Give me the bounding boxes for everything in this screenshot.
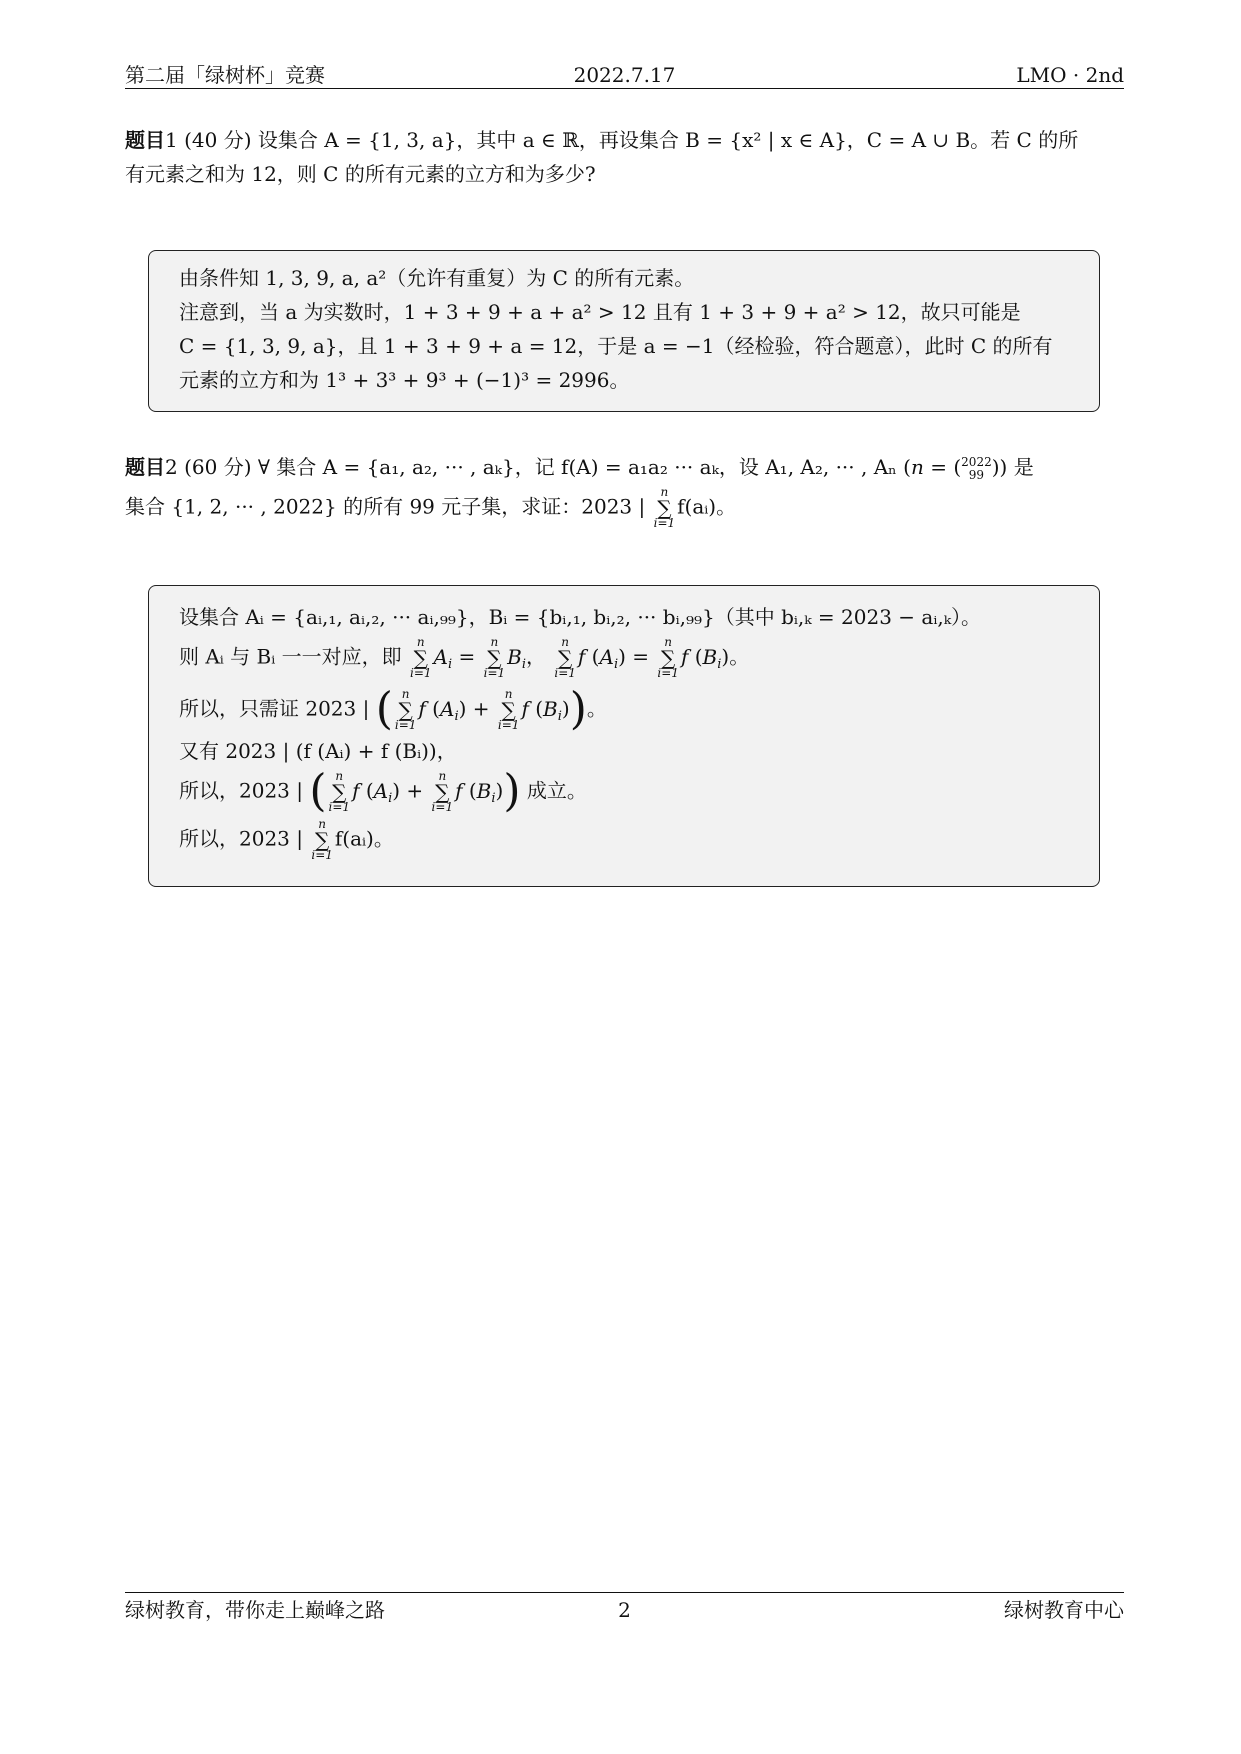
problem-1-text-1: 设集合 A = {1, 3, a}，其中 a ∈ ℝ，再设集合 B = {x² | x ∈ A}，C = A ∪ B。若 C 的所	[257, 128, 1079, 152]
sum-symbol: n ∑ i=1	[311, 817, 333, 862]
problem-2-line-1: 题目2 (60 分) ∀ 集合 A = {a₁, a₂, ··· , aₖ}，记 f(A) = a₁a₂ ··· aₖ，设 A₁, A₂, ··· , Aₙ (n = ( 2022 99 )) 是	[125, 454, 1034, 482]
solution-1-box	[148, 250, 1100, 412]
header-date: 2022.7.17	[573, 63, 676, 87]
solution-2-line-1: 设集合 Aᵢ = {aᵢ,₁, aᵢ,₂, ··· aᵢ,₉₉}，Bᵢ = {bᵢ,₁, bᵢ,₂, ··· bᵢ,₉₉}（其中 bᵢ,ₖ = 2023 − aᵢ,ₖ）。	[179, 605, 981, 629]
problem-2-line-2	[125, 486, 1124, 530]
solution-2-line-6	[179, 818, 1069, 862]
solution-1-line-4: 元素的立方和为 1³ + 3³ + 9³ + (−1)³ = 2996。	[179, 368, 630, 392]
sum-symbol: n ∑ i=1	[653, 485, 676, 530]
sum-symbol: n ∑ i=1	[409, 635, 432, 680]
solution-2-line-5: 所以，2023 | ( n ∑ i=1 f $(A_i)$ + n ∑ i=1 f $(B_i)$) 成立。	[179, 765, 587, 817]
binomial	[961, 456, 992, 482]
binomial-bottom: 99	[968, 467, 985, 482]
problem-2-label: 题目	[125, 455, 165, 479]
problem-1-line-2: 有元素之和为 12，则 C 的所有元素的立方和为多少?	[125, 162, 596, 186]
solution-2-box	[148, 585, 1100, 887]
solution-2-line-5-text: 所以，2023 |	[179, 778, 303, 803]
solution-2-line-3: 所以，只需证 2023 | ( n ∑ i=1 f $(A_i)$ + n ∑ i=1 f $(B_i)$)。	[179, 683, 607, 735]
problem-1-number: 1	[165, 128, 178, 152]
problem-2-text-2-end: f(aᵢ)。	[677, 494, 737, 519]
problem-2-text-1b: 是	[1013, 455, 1034, 479]
page-footer	[125, 1592, 1124, 1623]
problem-2-number: 2	[165, 455, 178, 479]
page-header	[125, 60, 1124, 89]
page-number: 2	[618, 1598, 631, 1622]
solution-1-line-3: C = {1, 3, 9, a}，且 1 + 3 + 9 + a = 12，于是 a = −1（经检验，符合题意），此时 C 的所有	[179, 334, 1053, 358]
problem-2	[125, 450, 1124, 530]
solution-2-line-6-text: 所以，2023 |	[179, 826, 303, 851]
footer-left: 绿树教育，带你走上巅峰之路	[125, 1598, 385, 1622]
sum-symbol: n ∑ i=1	[657, 635, 679, 680]
sum-symbol: n ∑ i=1	[431, 769, 454, 814]
problem-2-text-2: 集合 {1, 2, ··· , 2022} 的所有 99 元子集，求证：2023 |	[125, 494, 646, 519]
solution-2-line-5-end: 成立。	[526, 778, 587, 803]
problem-1-score: (40 分)	[184, 128, 252, 152]
header-left: 第二届「绿树杯」竞赛	[125, 63, 325, 87]
sum-symbol: n ∑ i=1	[497, 687, 520, 732]
solution-2-line-4: 又有 2023 | (f (Aᵢ) + f (Bᵢ))，	[179, 739, 457, 763]
solution-2-line-2-text: 则 Aᵢ 与 Bᵢ 一一对应，即	[179, 644, 402, 669]
footer-right: 绿树教育中心	[1004, 1598, 1124, 1622]
binomial-top: 2022	[961, 454, 992, 469]
solution-1-line-2: 注意到，当 a 为实数时，1 + 3 + 9 + a + a² > 12 且有 1 + 3 + 9 + a² > 12，故只可能是	[179, 300, 1021, 324]
problem-1-label: 题目	[125, 128, 165, 152]
solution-1-line-1: 由条件知 1, 3, 9, a, a²（允许有重复）为 C 的所有元素。	[179, 266, 695, 290]
sum-symbol: n ∑ i=1	[554, 635, 576, 680]
solution-2-line-3-text: 所以，只需证 2023 |	[179, 696, 370, 721]
sum-symbol: n ∑ i=1	[328, 769, 351, 814]
solution-2-line-6-end: f(aᵢ)。	[334, 826, 394, 851]
problem-2-score: (60 分)	[184, 455, 252, 479]
sum-symbol: n ∑ i=1	[394, 687, 417, 732]
header-right: LMO · 2nd	[1016, 63, 1124, 87]
solution-2-line-2: 则 Aᵢ 与 Bᵢ 一一对应，即 n ∑ i=1 $A_i$ = n ∑ i=1 $B_i$， n ∑ i=1 f $(A_i)$ = n ∑ i=1 f $(B_i)$。	[179, 635, 750, 680]
problem-1	[125, 123, 1124, 191]
problem-2-text-1a: ∀ 集合 A = {a₁, a₂, ··· , aₖ}，记 f(A) = a₁a₂ ··· aₖ，设 A₁, A₂, ··· , Aₙ	[257, 455, 897, 479]
sum-symbol: n ∑ i=1	[483, 635, 506, 680]
problem-1-line-1	[125, 123, 1124, 157]
